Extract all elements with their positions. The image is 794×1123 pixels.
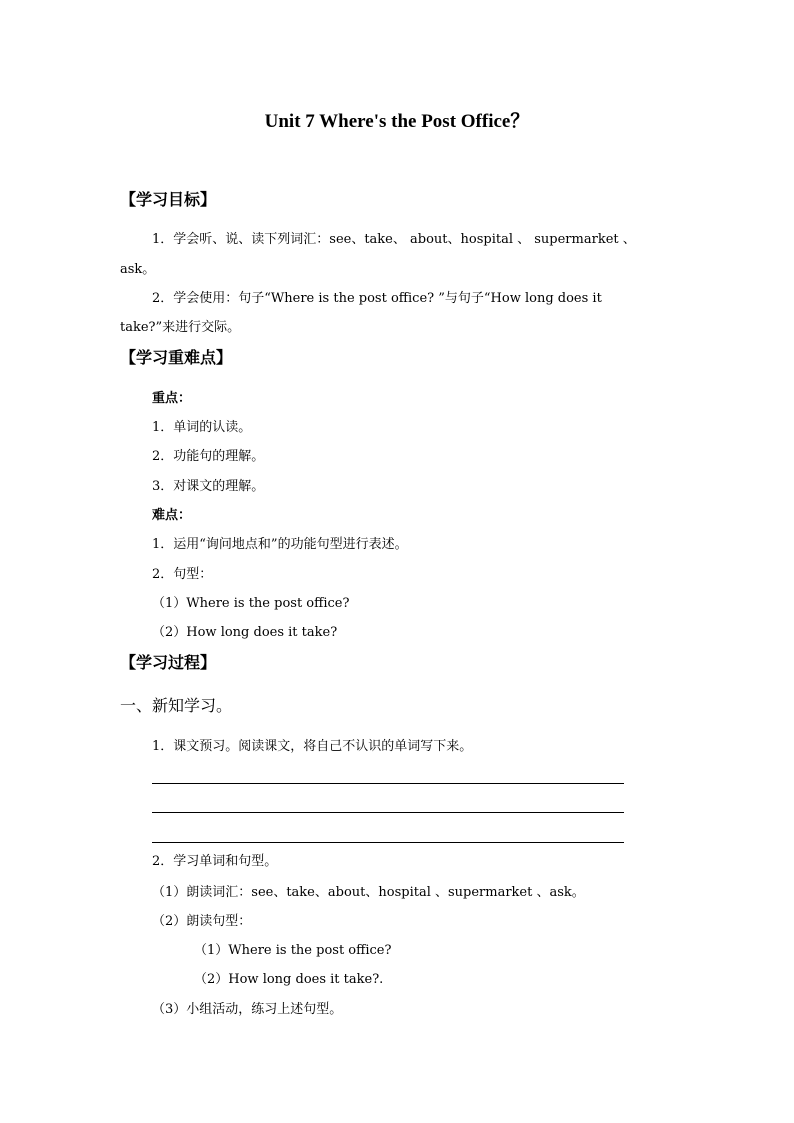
goal-item-1-line-1: 1．学会听、说、读下列词汇：see、take、 about、hospital 、 supermarket 、 xyxy=(152,232,636,247)
section-heading-key-points: 【学习重难点】 xyxy=(120,348,233,367)
process-sub-2: （2）朗读句型： xyxy=(152,914,252,929)
difficulty-label: 难点： xyxy=(152,508,192,523)
focus-item-1: 1．单词的认读。 xyxy=(152,420,252,435)
focus-item-3: 3．对课文的理解。 xyxy=(152,479,265,494)
process-step-1: 1．课文预习。阅读课文，将自己不认识的单词写下来。 xyxy=(152,739,473,754)
focus-item-2: 2．功能句的理解。 xyxy=(152,449,265,464)
process-sub-3: （3）小组活动，练习上述句型。 xyxy=(152,1002,343,1017)
difficulty-item-3: （1）Where is the post office? xyxy=(152,596,350,611)
document-title: Unit 7 Where's the Post Office？ xyxy=(264,111,530,132)
process-sub-1: （1）朗读词汇：see、take、about、hospital 、supermarket 、ask。 xyxy=(152,885,585,900)
goal-item-2-line-2: take?”来进行交际。 xyxy=(120,320,241,335)
difficulty-item-1: 1．运用“询问地点和”的功能句型进行表述。 xyxy=(152,537,408,552)
difficulty-item-2: 2．句型： xyxy=(152,567,213,582)
section-heading-goals: 【学习目标】 xyxy=(120,190,217,209)
focus-label: 重点： xyxy=(152,391,192,406)
process-step-2: 2．学习单词和句型。 xyxy=(152,854,278,869)
process-sub-2-item-2: （2）How long does it take?. xyxy=(194,972,384,987)
section-heading-process: 【学习过程】 xyxy=(120,653,217,672)
answer-line-2[interactable] xyxy=(152,812,624,813)
part-one-heading: 一、新知学习。 xyxy=(120,696,233,715)
goal-item-2-line-1: 2．学会使用：句子“Where is the post office? ”与句子“How long does it xyxy=(152,291,602,306)
goal-item-1-line-2: ask。 xyxy=(120,262,156,277)
difficulty-item-4: （2）How long does it take? xyxy=(152,625,338,640)
process-sub-2-item-1: （1）Where is the post office? xyxy=(194,943,392,958)
answer-line-3[interactable] xyxy=(152,842,624,843)
answer-line-1[interactable] xyxy=(152,783,624,784)
